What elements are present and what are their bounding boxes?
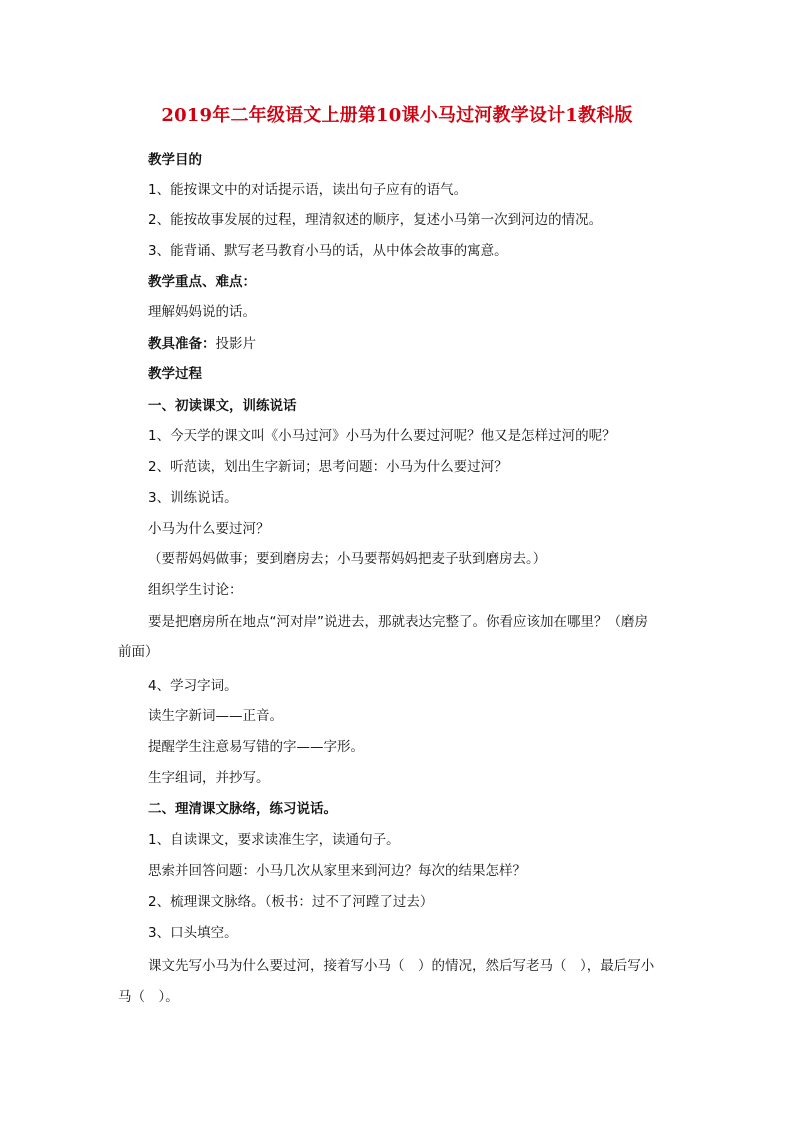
discussion-text-2: 前面） (118, 644, 159, 660)
section-heading-1: 一、初读课文，训练说话 (148, 398, 297, 414)
document-title: 2019年二年级语文上册第10课小马过河教学设计1教科版 (161, 105, 633, 126)
word-study-3: 生字组词，并抄写。 (148, 770, 270, 786)
goal-item-3: 3、能背诵、默写老马教育小马的话，从中体会故事的寓意。 (148, 243, 508, 259)
fill-blank-text-1: 课文先写小马为什么要过河，接着写小马（ ）的情况，然后写老马（ ），最后写小 (148, 958, 655, 974)
materials-value: 投影片 (215, 336, 256, 352)
section2-item-1: 1、自读课文，要求读准生字，读通句子。 (148, 832, 400, 848)
section2-question: 思索并回答问题：小马几次从家里来到河边？每次的结果怎样？ (148, 863, 526, 879)
question-line: 小马为什么要过河？ (148, 521, 270, 537)
process-item-1: 1、今天学的课文叫《小马过河》小马为什么要过河呢？他又是怎样过河的呢？ (148, 428, 616, 444)
materials-line (148, 334, 256, 354)
key-points-text: 理解妈妈说的话。 (148, 304, 256, 320)
answer-line: （要帮妈妈做事；要到磨房去；小马要帮妈妈把麦子驮到磨房去。） (148, 551, 547, 567)
section2-item-3: 3、口头填空。 (148, 925, 238, 941)
process-item-4: 4、学习字词。 (148, 678, 238, 694)
section-heading-2: 二、理清课文脉络，练习说话。 (148, 801, 337, 817)
process-item-2: 2、听范读，划出生字新词；思考问题：小马为什么要过河？ (148, 459, 508, 475)
process-item-3: 3、训练说话。 (148, 490, 238, 506)
section2-item-2: 2、梳理课文脉络。（板书：过不了河蹚了过去） (148, 894, 434, 910)
goal-item-2: 2、能按故事发展的过程，理清叙述的顺序，复述小马第一次到河边的情况。 (148, 212, 603, 228)
discussion-label: 组织学生讨论： (148, 582, 243, 598)
fill-blank-text-2: 马（ ）。 (118, 989, 179, 1005)
heading-teaching-process: 教学过程 (148, 366, 202, 382)
word-study-1: 读生字新词——正音。 (148, 708, 283, 724)
heading-key-points: 教学重点、难点： (148, 274, 256, 290)
materials-label: 教具准备： (148, 336, 216, 352)
heading-teaching-goals: 教学目的 (148, 152, 202, 168)
goal-item-1: 1、能按课文中的对话提示语，读出句子应有的语气。 (148, 182, 468, 198)
word-study-2: 提醒学生注意易写错的字——字形。 (148, 739, 364, 755)
discussion-text-1: 要是把磨房所在地点“河对岸”说进去，那就表达完整了。你看应该加在哪里？（磨房 (148, 614, 648, 630)
